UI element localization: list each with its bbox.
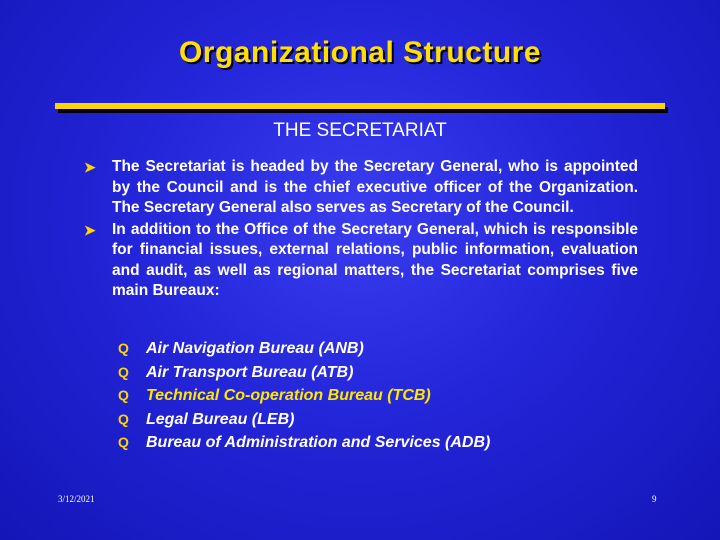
bureau-name: Bureau of Administration and Services (ADB) <box>146 434 491 452</box>
bullet-item <box>84 220 638 302</box>
bureau-item <box>118 408 490 432</box>
bureau-item <box>118 431 490 455</box>
q-bullet-icon: Q <box>118 363 129 380</box>
q-bullet-icon: Q <box>118 387 129 404</box>
page-number: 9 <box>652 494 657 504</box>
bullet-list <box>84 157 638 303</box>
bullet-text: In addition to the Office of the Secretary General, which is responsible for financial issues, external relations, public information, evaluation and audit, as well as regional matters, the Secretariat comprises five main Bureaux: <box>112 220 638 299</box>
q-bullet-icon: Q <box>118 340 129 356</box>
bureau-list <box>118 337 490 455</box>
bureau-item <box>118 361 490 385</box>
bureau-name: Technical Co-operation Bureau (TCB) <box>146 387 431 405</box>
q-bullet-icon: Q <box>118 434 129 451</box>
arrow-bullet-icon: ➤ <box>84 159 96 175</box>
slide-title: Organizational Structure <box>178 36 542 69</box>
bureau-item <box>118 384 490 408</box>
bureau-name: Air Transport Bureau (ATB) <box>146 363 354 381</box>
title-rule <box>55 103 665 109</box>
slide-subtitle: THE SECRETARIAT <box>273 120 447 141</box>
q-bullet-icon: Q <box>118 410 129 427</box>
footer-date: 3/12/2021 <box>58 494 95 504</box>
arrow-bullet-icon: ➤ <box>84 221 96 238</box>
bureau-item <box>118 337 490 361</box>
bullet-text: The Secretariat is headed by the Secretary General, who is appointed by the Council and is the chief executive officer of the Organization. The Secretary General also serves as Secretary of the Council. <box>112 158 638 216</box>
bureau-name: Legal Bureau (LEB) <box>146 410 295 428</box>
bureau-name: Air Navigation Bureau (ANB) <box>146 340 364 357</box>
bullet-item <box>84 157 638 219</box>
